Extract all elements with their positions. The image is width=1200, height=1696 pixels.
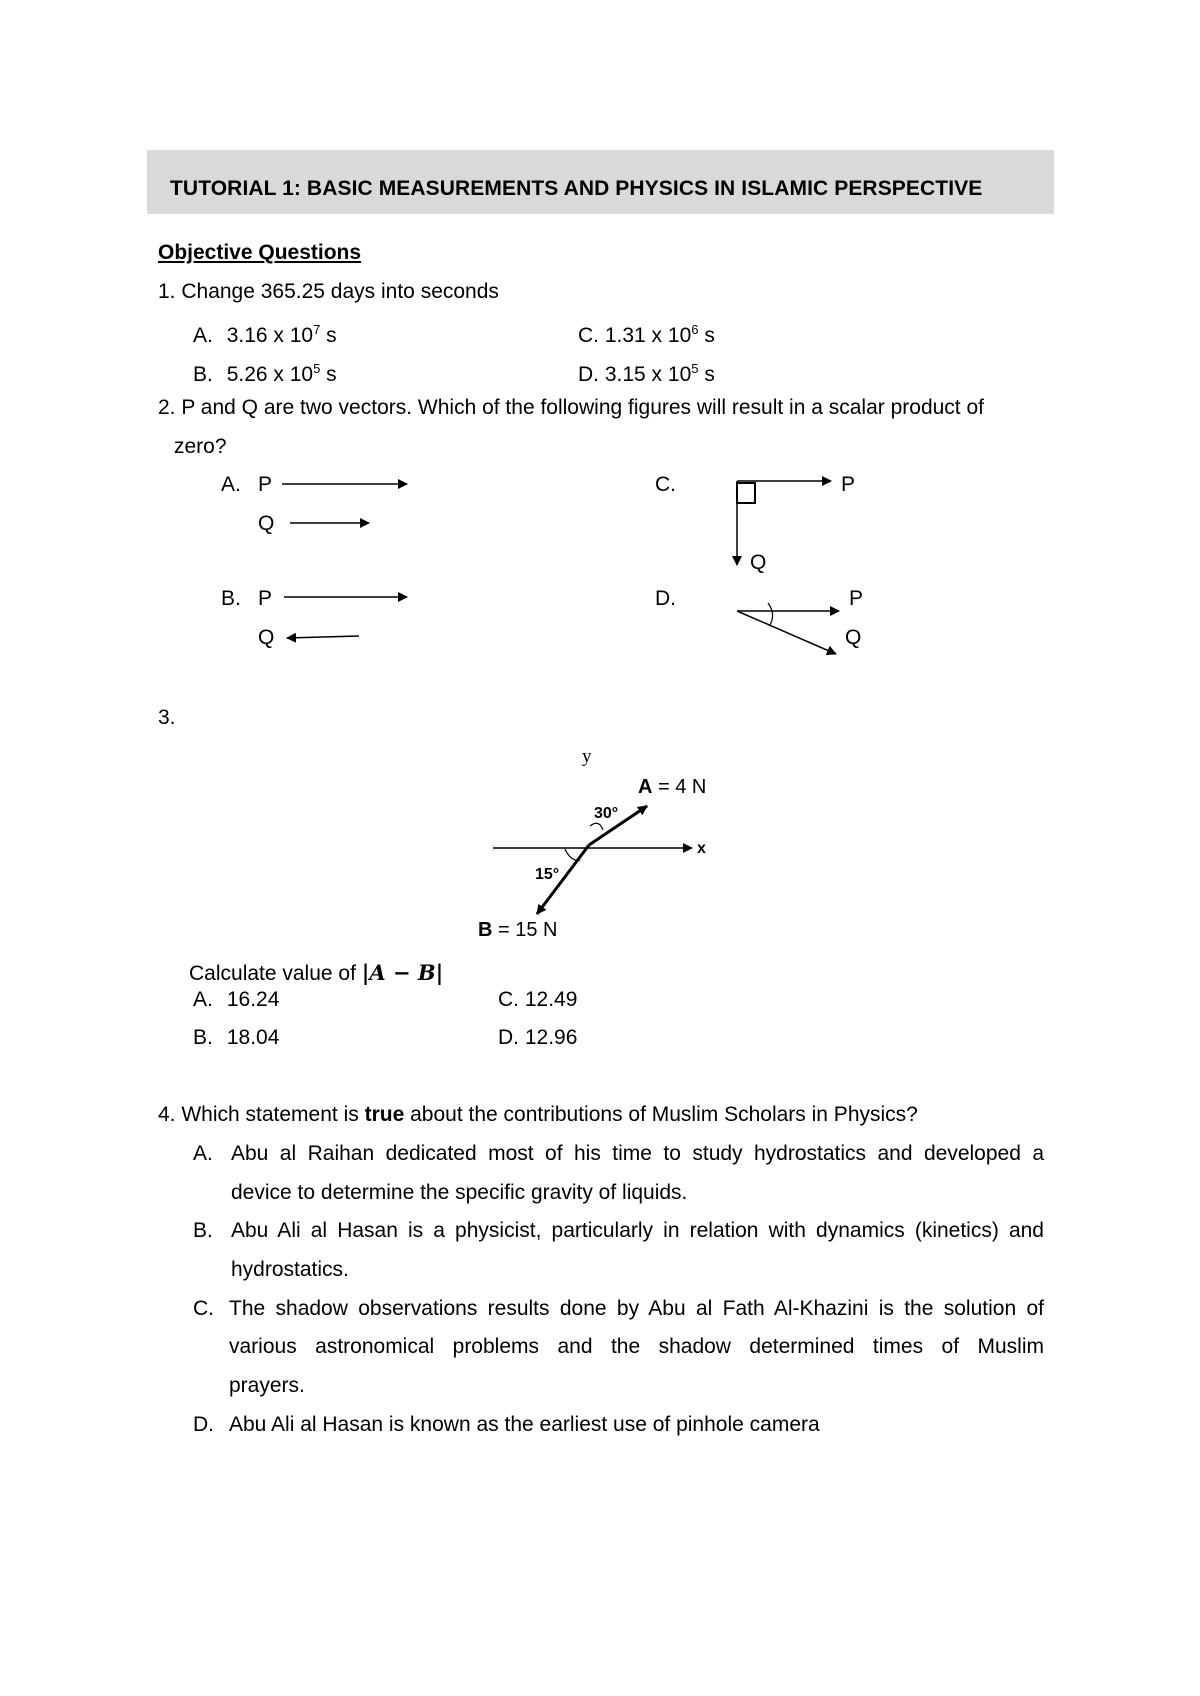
q1-option-b: B. 5.26 x $10^5$ s bbox=[193, 361, 337, 386]
question-3-number: 3. bbox=[158, 706, 176, 729]
q2-option-d-p-label: P bbox=[849, 587, 864, 610]
section-heading: Objective Questions bbox=[158, 241, 362, 264]
question-2-stem-line2: zero? bbox=[174, 435, 227, 458]
q2-option-c-p-label: P bbox=[841, 473, 856, 496]
q1-option-c: C. 1.31 x $10^6$ s bbox=[578, 322, 715, 347]
q4-option-c-line1: The shadow observations results done by Abu al Fath Al-Khazini is the solution of bbox=[229, 1297, 1044, 1320]
q2c-right-angle-mark bbox=[737, 483, 755, 503]
q2b-q-arrow bbox=[287, 636, 359, 638]
q2d-angle-arc bbox=[768, 603, 773, 625]
q3-option-b: B. 18.04 bbox=[193, 1026, 280, 1049]
q3-angle-a-label: 30° bbox=[594, 805, 619, 822]
question-1-stem: 1. Change 365.25 days into seconds bbox=[158, 280, 499, 303]
q2-option-c-letter: C. bbox=[655, 473, 676, 496]
q2-option-a-letter: A. bbox=[221, 473, 241, 496]
q2-option-b-q-label: Q bbox=[258, 626, 275, 649]
q4-option-b-letter: B. bbox=[193, 1219, 213, 1242]
q1-option-d: D. 3.15 x $10^5$ s bbox=[578, 361, 715, 386]
question-2-stem-line1: 2. P and Q are two vectors. Which of the following figures will result in a scalar product of bbox=[158, 396, 984, 419]
q2-option-b-letter: B. bbox=[221, 587, 241, 610]
q3-y-axis-label: y bbox=[582, 746, 592, 767]
q4-option-a-line2: device to determine the specific gravity of liquids. bbox=[231, 1181, 688, 1204]
q2-option-a-p-label: P bbox=[258, 473, 273, 496]
q3-option-c: C. 12.49 bbox=[498, 988, 578, 1011]
q3-x-axis-label: x bbox=[697, 840, 706, 857]
q2-option-d-q-label: Q bbox=[845, 626, 862, 649]
q4-option-d-line1: Abu Ali al Hasan is known as the earliest use of pinhole camera bbox=[229, 1413, 820, 1436]
q2-option-d-letter: D. bbox=[655, 587, 676, 610]
q4-option-c-line2: various astronomical problems and the shadow determined times of Muslim bbox=[229, 1335, 1044, 1358]
q3-angle-b-label: 15° bbox=[535, 866, 560, 883]
q3-prompt: Calculate value of |A − B| bbox=[189, 960, 444, 985]
q4-option-b-line2: hydrostatics. bbox=[231, 1258, 349, 1281]
q2-option-a-q-label: Q bbox=[258, 512, 275, 535]
page-title: TUTORIAL 1: BASIC MEASUREMENTS AND PHYSICS IN ISLAMIC PERSPECTIVE bbox=[170, 177, 983, 200]
q4-option-c-letter: C. bbox=[193, 1297, 214, 1320]
q2-option-c-q-label: Q bbox=[750, 551, 767, 574]
q3-option-a: A. 16.24 bbox=[193, 988, 280, 1011]
q2-option-b-p-label: P bbox=[258, 587, 273, 610]
q4-option-b-line1: Abu Ali al Hasan is a physicist, particularly in relation with dynamics (kinetics) and bbox=[231, 1219, 1044, 1242]
q3-option-d: D. 12.96 bbox=[498, 1026, 578, 1049]
q2d-q-arrow bbox=[737, 611, 836, 654]
q4-option-a-letter: A. bbox=[193, 1142, 213, 1165]
q4-option-d-letter: D. bbox=[193, 1413, 214, 1436]
q4-option-a-line1: Abu al Raihan dedicated most of his time to study hydrostatics and developed a bbox=[231, 1142, 1044, 1165]
q3-vector-a-label: A = 4 N bbox=[638, 776, 707, 798]
question-4-stem: 4. Which statement is true about the contributions of Muslim Scholars in Physics? bbox=[158, 1103, 918, 1126]
q3-vector-b-label: B = 15 N bbox=[478, 919, 558, 941]
q4-option-c-line3: prayers. bbox=[229, 1374, 305, 1397]
q1-option-a: A. 3.16 x $10^7$ s bbox=[193, 322, 337, 347]
